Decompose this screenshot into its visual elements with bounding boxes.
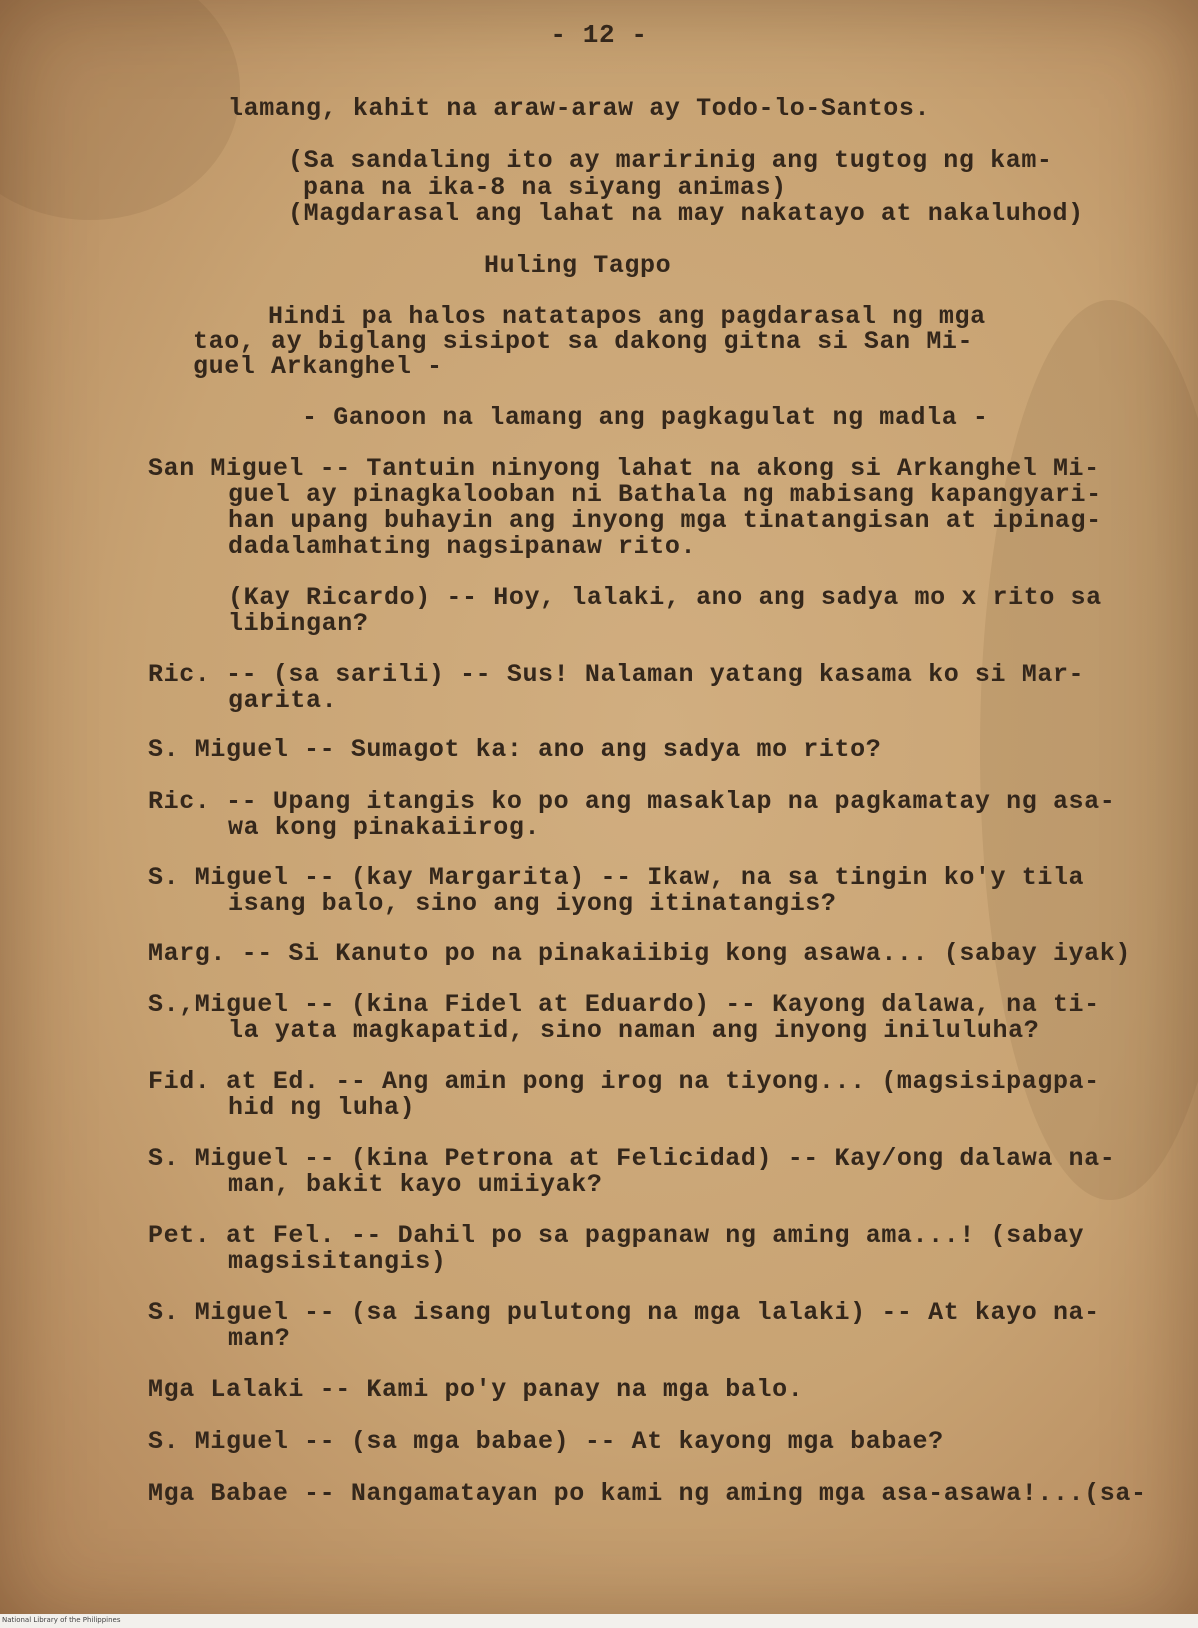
footer-credit: National Library of the Philippines: [2, 1616, 121, 1624]
dialogue-line: garita.: [228, 686, 338, 715]
dialogue-line: Pet. at Fel. -- Dahil po sa pagpanaw ng aming ama...! (sabay: [148, 1221, 1085, 1250]
dialogue-line: S.,Miguel -- (kina Fidel at Eduardo) -- Kayong dalawa, na ti-: [148, 990, 1100, 1019]
scan-margin: [0, 1614, 1198, 1628]
dialogue-line: man, bakit kayo umiiyak?: [228, 1170, 603, 1199]
dialogue-line: S. Miguel -- (sa isang pulutong na mga lalaki) -- At kayo na-: [148, 1298, 1100, 1327]
dialogue-line: man?: [228, 1324, 291, 1353]
dialogue-line: wa kong pinakaiirog.: [228, 813, 541, 842]
dialogue-line: (Kay Ricardo) -- Hoy, lalaki, ano ang sadya mo x rito sa: [228, 583, 1102, 612]
dialogue-line: han upang buhayin ang inyong mga tinatangisan at ipinag-: [228, 506, 1102, 535]
dialogue-line: S. Miguel -- (sa mga babae) -- At kayong mga babae?: [148, 1427, 944, 1456]
dialogue-line: guel ay pinagkalooban ni Bathala ng mabisang kapangyari-: [228, 480, 1102, 509]
dialogue-line: dadalamhating nagsipanaw rito.: [228, 532, 697, 561]
dialogue-line: San Miguel -- Tantuin ninyong lahat na akong si Arkanghel Mi-: [148, 454, 1100, 483]
page-number: - 12 -: [550, 20, 648, 50]
dialogue-line: S. Miguel -- (kina Petrona at Felicidad) -- Kay/ong dalawa na-: [148, 1144, 1116, 1173]
dialogue-line: Fid. at Ed. -- Ang amin pong irog na tiyong... (magsisipagpa-: [148, 1067, 1100, 1096]
dialogue-line: Ric. -- (sa sarili) -- Sus! Nalaman yatang kasama ko si Mar-: [148, 660, 1085, 689]
dialogue-line: S. Miguel -- (kay Margarita) -- Ikaw, na sa tingin ko'y tila: [148, 863, 1085, 892]
dialogue-line: libingan?: [228, 609, 369, 638]
dialogue-line: Mga Lalaki -- Kami po'y panay na mga balo.: [148, 1375, 804, 1404]
dialogue-line: magsisitangis): [228, 1247, 447, 1276]
stage-direction-line: - Ganoon na lamang ang pagkagulat ng madla -: [302, 403, 989, 432]
dialogue-line: Marg. -- Si Kanuto po na pinakaiibig kong asawa... (sabay iyak): [148, 939, 1131, 968]
text-line: lamang, kahit na araw-araw ay Todo-lo-Santos.: [228, 94, 931, 123]
text-line: Hindi pa halos natatapos ang pagdarasal ng mga: [268, 302, 986, 331]
stage-direction-line: pana na ika-8 na siyang animas): [303, 173, 787, 202]
stage-direction-line: (Sa sandaling ito ay maririnig ang tugtog ng kam-: [288, 146, 1053, 175]
dialogue-line: S. Miguel -- Sumagot ka: ano ang sadya mo rito?: [148, 735, 882, 764]
text-line: guel Arkanghel -: [193, 352, 443, 381]
dialogue-line: Mga Babae -- Nangamatayan po kami ng aming mga asa-asawa!...(sa-: [148, 1479, 1147, 1508]
scene-heading: Huling Tagpo: [484, 251, 672, 280]
stage-direction-line: (Magdarasal ang lahat na may nakatayo at nakaluhod): [288, 199, 1084, 228]
dialogue-line: isang balo, sino ang iyong itinatangis?: [228, 889, 837, 918]
text-line: tao, ay biglang sisipot sa dakong gitna si San Mi-: [193, 327, 974, 356]
paper-stain: [980, 300, 1198, 1200]
dialogue-line: hid ng luha): [228, 1093, 416, 1122]
dialogue-line: Ric. -- Upang itangis ko po ang masaklap na pagkamatay ng asa-: [148, 787, 1116, 816]
dialogue-line: la yata magkapatid, sino naman ang inyong iniluluha?: [228, 1016, 1040, 1045]
